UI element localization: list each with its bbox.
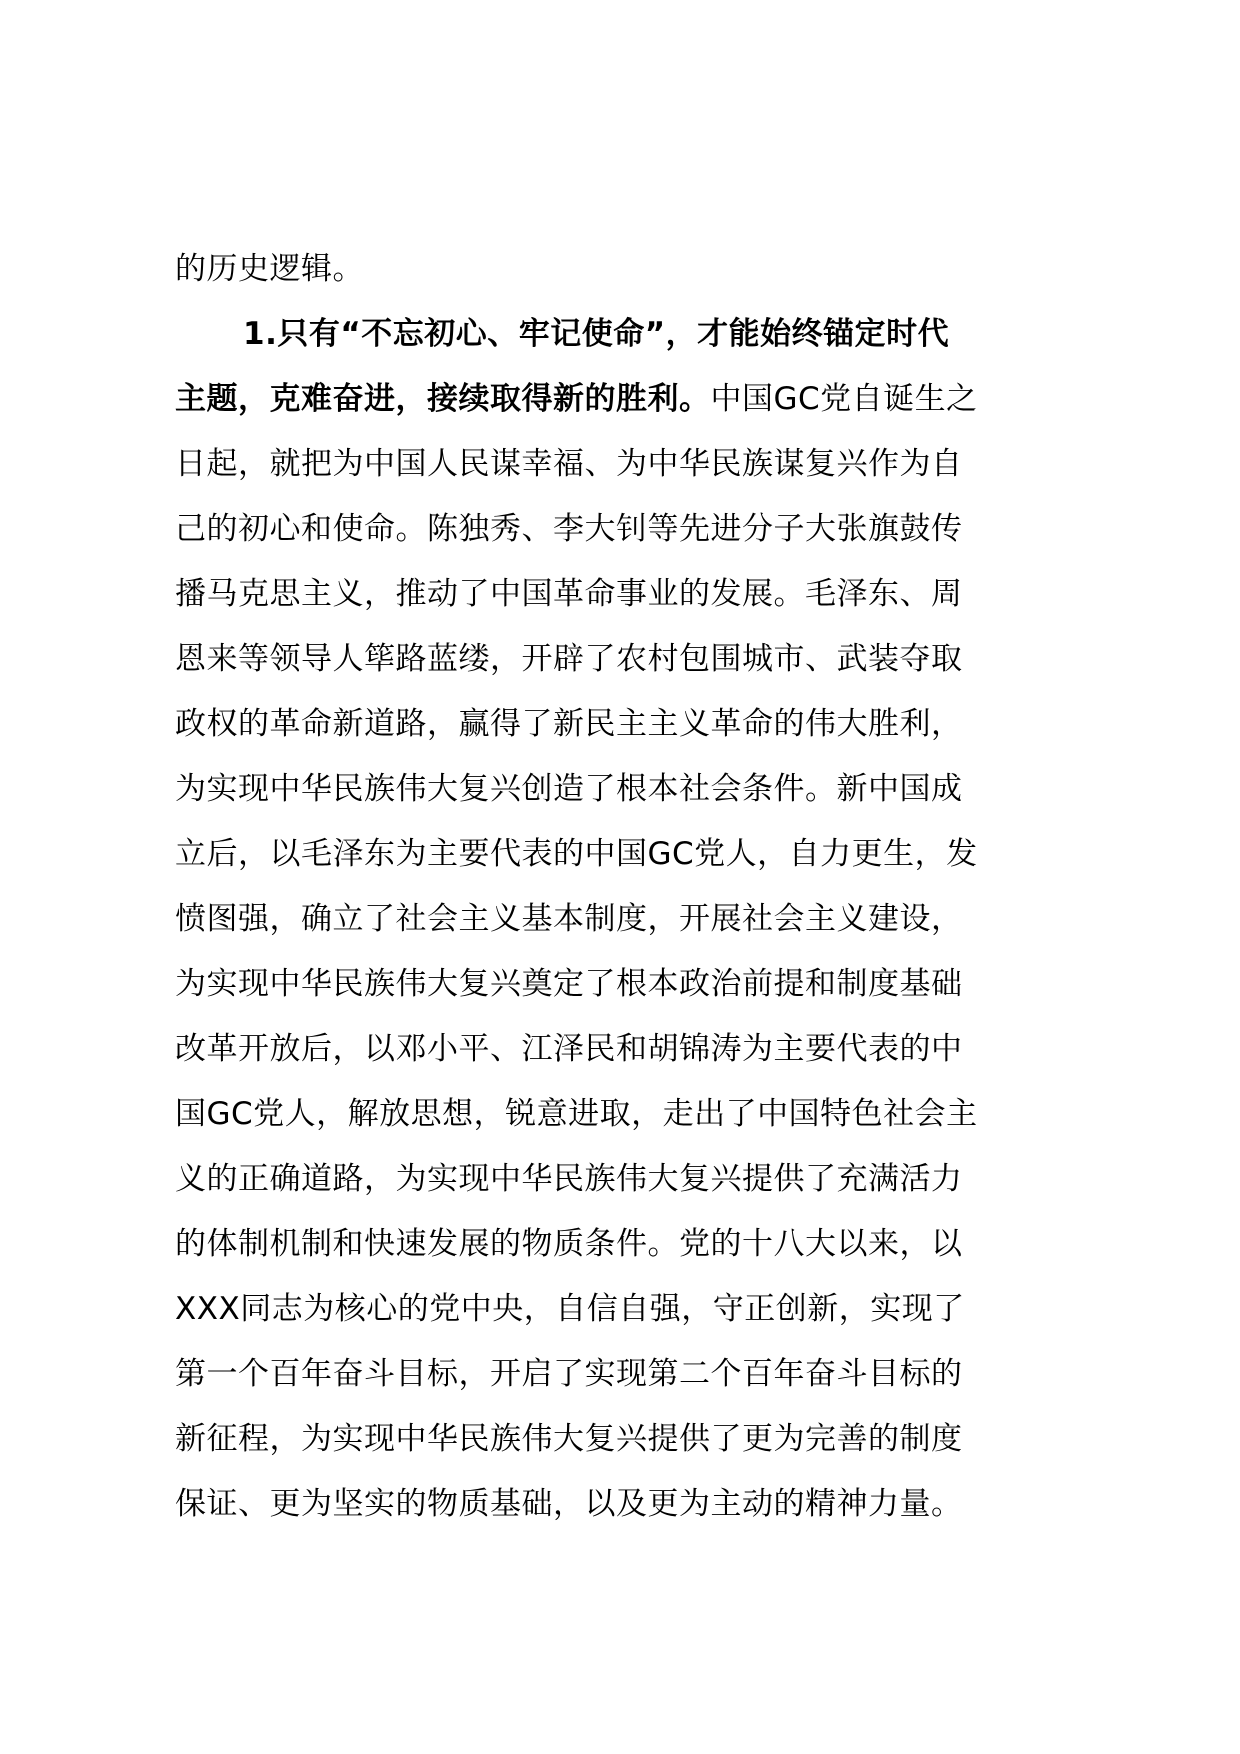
section-heading-end: 主题，克难奋进，接续取得新的胜利。 <box>175 381 711 417</box>
text-line: 的历史逻辑。 <box>175 251 364 287</box>
document-body <box>175 237 1115 1537</box>
text-line: 恩来等领导人筚路蓝缕，开辟了农村包围城市、武装夺取 <box>175 641 963 677</box>
section-heading-line: 1.只有“不忘初心、牢记使命”，才能始终锚定时代 <box>243 316 950 352</box>
paragraph-start: 中国GC党自诞生之 <box>710 381 978 417</box>
text-line: 为实现中华民族伟大复兴奠定了根本政治前提和制度基础 <box>175 966 963 1002</box>
text-line <box>175 367 1115 432</box>
text-line: 播马克思主义，推动了中国革命事业的发展。毛泽东、周 <box>175 576 963 612</box>
text-line: 国GC党人，解放思想，锐意进取，走出了中国特色社会主 <box>175 1096 978 1132</box>
text-line: 保证、更为坚实的物质基础，以及更为主动的精神力量。 <box>175 1486 963 1522</box>
text-line: 为实现中华民族伟大复兴创造了根本社会条件。新中国成 <box>175 771 963 807</box>
text-line: 义的正确道路，为实现中华民族伟大复兴提供了充满活力 <box>175 1161 963 1197</box>
text-line: XXX同志为核心的党中央，自信自强，守正创新，实现了 <box>175 1291 965 1327</box>
text-line: 新征程，为实现中华民族伟大复兴提供了更为完善的制度 <box>175 1421 963 1457</box>
text-line: 日起，就把为中国人民谋幸福、为中华民族谋复兴作为自 <box>175 446 963 482</box>
text-line: 第一个百年奋斗目标，开启了实现第二个百年奋斗目标的 <box>175 1356 963 1392</box>
text-line: 政权的革命新道路，赢得了新民主主义革命的伟大胜利， <box>175 706 963 742</box>
text-line: 改革开放后，以邓小平、江泽民和胡锦涛为主要代表的中 <box>175 1031 963 1067</box>
text-line: 的体制机制和快速发展的物质条件。党的十八大以来，以 <box>175 1226 963 1262</box>
text-line: 立后，以毛泽东为主要代表的中国GC党人，自力更生，发 <box>175 836 978 872</box>
text-line: 愤图强，确立了社会主义基本制度，开展社会主义建设， <box>175 901 963 937</box>
text-line: 己的初心和使命。陈独秀、李大钊等先进分子大张旗鼓传 <box>175 511 963 547</box>
